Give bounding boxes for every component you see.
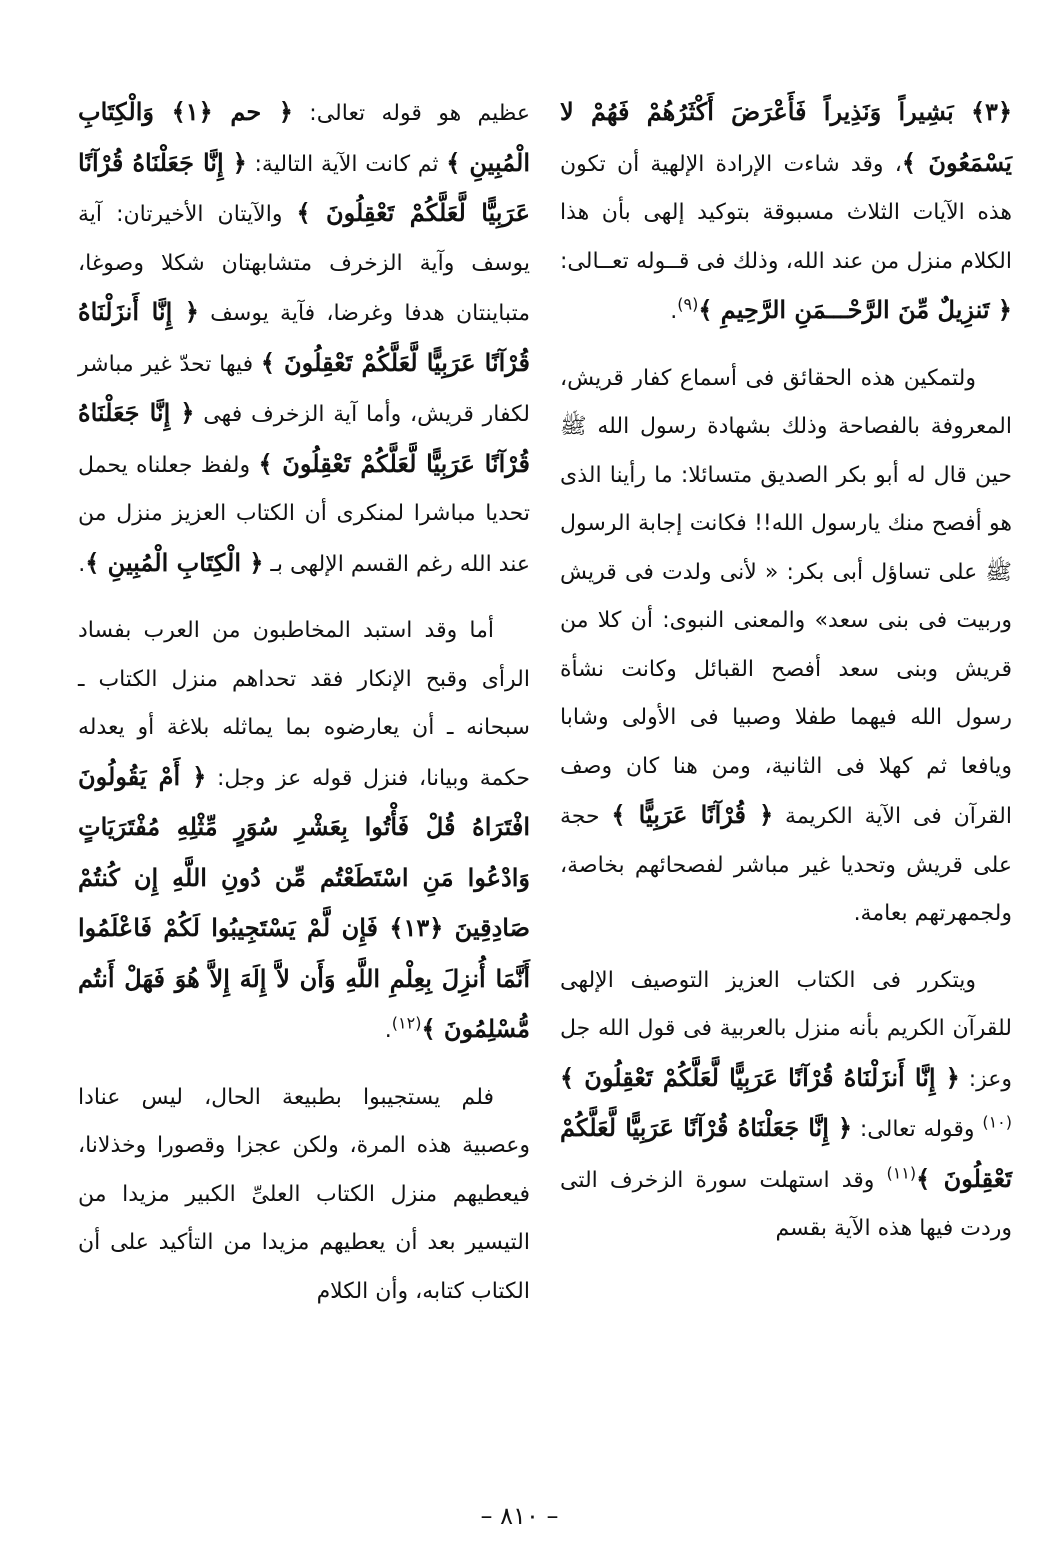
quran-verse: ﴿ إِنَّا جَعَلْنَاهُ قُرْآنًا عَرَبِيًّا لَّعَلَّكُمْ تَعْقِلُونَ ﴾: [78, 147, 530, 227]
body-text: .: [384, 1018, 392, 1043]
right-paragraph-1: [560, 88, 1012, 337]
quran-verse: ﴿٣﴾ بَشِيراً وَنَذِيراً فَأَعْرَضَ أَكْثَرُهُمْ فَهُمْ لا يَسْمَعُونَ ﴾: [560, 97, 1012, 177]
body-text: وقوله تعالى:: [852, 1117, 983, 1142]
body-text: والآيتان الأخيرتان: آية يوسف وآية الزخرف متشابهتان شكلا وصوغا، متباينتان هدفا وغرضا، فآية يوسف: [78, 202, 530, 326]
body-text: فلم يستجيبوا بطبيعة الحال، ليس عنادا وعصبية هذه المرة، ولكن عجزا وقصورا وخذلانا، فيعطيهم منزل الكتاب العلىِّ الكبير مزيدا من التيسير بعد أن يعطيهم مزيدا من التأكيد على أن الكتاب كتابه، وأن الكلام: [78, 1084, 530, 1304]
left-paragraph-2: [78, 607, 530, 1056]
body-text: ولفظ جعلناه يحمل تحديا مباشرا لمنكرى أن الكتاب العزيز منزل من عند الله رغم القسم الإلهى بـ: [78, 452, 530, 577]
quran-verse: ﴿ إِنَّا أَنزَلْنَاهُ قُرْآنًا عَرَبِيًّا لَّعَلَّكُمْ تَعْقِلُونَ ﴾: [78, 297, 530, 377]
body-text: ويتكرر فى الكتاب العزيز التوصيف الإلهى للقرآن الكريم بأنه منزل بالعربية فى قول الله جل وعز:: [560, 967, 1013, 1092]
quran-verse: ﴿ قُرْآنًا عَرَبِيًّا ﴾: [611, 800, 774, 829]
footnote-ref: (٩): [677, 294, 699, 314]
footnote-ref: (١٠): [982, 1112, 1012, 1132]
quran-verse: ﴿ تَنزِيلٌ مِّنَ الرَّحْـــمَنِ الرَّحِيمِ ﴾: [698, 295, 1012, 324]
footnote-ref: (١٢): [391, 1013, 422, 1033]
body-text: حجة على قريش وتحديا غير مباشر لفصحائهم بخاصة، ولجمهرتهم بعامة.: [560, 804, 1012, 926]
quran-verse: ﴿ حم ﴿١﴾ وَالْكِتَابِ الْمُبِينِ ﴾: [78, 97, 531, 177]
body-text: ولتمكين هذه الحقائق فى أسماع كفار قريش، المعروفة بالفصاحة وذلك بشهادة رسول الله ﷺ حين قال له أبو بكر الصديق متسائلا: ما رأينا الذى هو أفصح منك يارسول الله!! فكانت إجابة الرسول ﷺ على تساؤل أبى بكر: « لأنى ولدت فى قريش وربيت فى بنى سعد» والمعنى النبوى: أن كلا من قريش وبنى سعد أفصح القبائل وكانت نشأة رسول الله فيهما طفلا وصبيا فى الأولى وشابا ويافعا ثم كهلا فى الثانية، ومن هنا كان وصف القرآن فى الآية الكريمة: [560, 365, 1012, 829]
left-column: [78, 88, 530, 1316]
quran-verse: ﴿ الْكِتَابِ الْمُبِينِ ﴾: [85, 547, 264, 577]
footnote-ref: (١١): [886, 1163, 917, 1183]
body-text: ثم كانت الآية التالية:: [246, 151, 447, 177]
quran-verse: ﴿ أَمْ يَقُولُونَ افْتَرَاهُ قُلْ فَأْتُوا بِعَشْرِ سُوَرٍ مِّثْلِهِ مُفْتَرَيَاتٍ وَادْعُوا مَنِ اسْتَطَعْتُم مِّن دُونِ اللَّهِ إِن كُنتُمْ صَادِقِينَ ﴿١٣﴾ فَإِن لَّمْ يَسْتَجِيبُوا لَكُمْ فَاعْلَمُوا أَنَّمَا أُنزِلَ بِعِلْمِ اللَّهِ وَأَن لاَّ إِلَهَ إِلاَّ هُوَ فَهَلْ أَنتُم مُّسْلِمُونَ ﴾: [78, 761, 530, 1043]
body-text: وقد استهلت سورة الزخرف التى وردت فيها هذه الآية بقسم: [560, 1167, 1012, 1241]
left-paragraph-3: [78, 1074, 530, 1317]
body-text: ، وقد شاءت الإرادة الإلهية أن تكون هذه الآيات الثلاث مسبوقة بتوكيد إلهى بأن هذا الكلام منزل من عند الله، وذلك فى قــوله تعــالى:: [560, 151, 1012, 274]
body-text: فيها تحدّ غير مباشر لكفار قريش، وأما آية الزخرف فهى: [78, 351, 530, 427]
left-paragraph-1: [78, 88, 530, 589]
right-paragraph-3: [560, 957, 1012, 1254]
quran-verse: ﴿ إِنَّا جَعَلْنَاهُ قُرْآنًا عَرَبِيًّا لَّعَلَّكُمْ تَعْقِلُونَ ﴾: [78, 398, 530, 478]
body-text: أما وقد استبد المخاطبون من العرب بفساد الرأى وقبح الإنكار فقد تحداهم منزل الكتاب ـ سبحانه ـ أن يعارضوه بما يماثله بلاغة أو يعدله حكمة وبيانا، فنزل قوله عز وجل:: [78, 618, 530, 791]
quran-verse: ﴿ إِنَّا جَعَلْنَاهُ قُرْآنًا عَرَبِيًّا لَّعَلَّكُمْ تَعْقِلُونَ ﴾: [560, 1113, 1012, 1193]
right-column: [560, 88, 1012, 1254]
page-number: – ٨١٠ –: [480, 1502, 559, 1530]
body-text: عظيم هو قوله تعالى:: [292, 101, 530, 126]
body-text: .: [670, 299, 678, 324]
right-paragraph-2: [560, 355, 1012, 939]
quran-verse: ﴿ إِنَّا أَنزَلْنَاهُ قُرْآنًا عَرَبِيًّا لَّعَلَّكُمْ تَعْقِلُونَ ﴾: [560, 1062, 960, 1092]
body-text: .: [78, 551, 86, 577]
